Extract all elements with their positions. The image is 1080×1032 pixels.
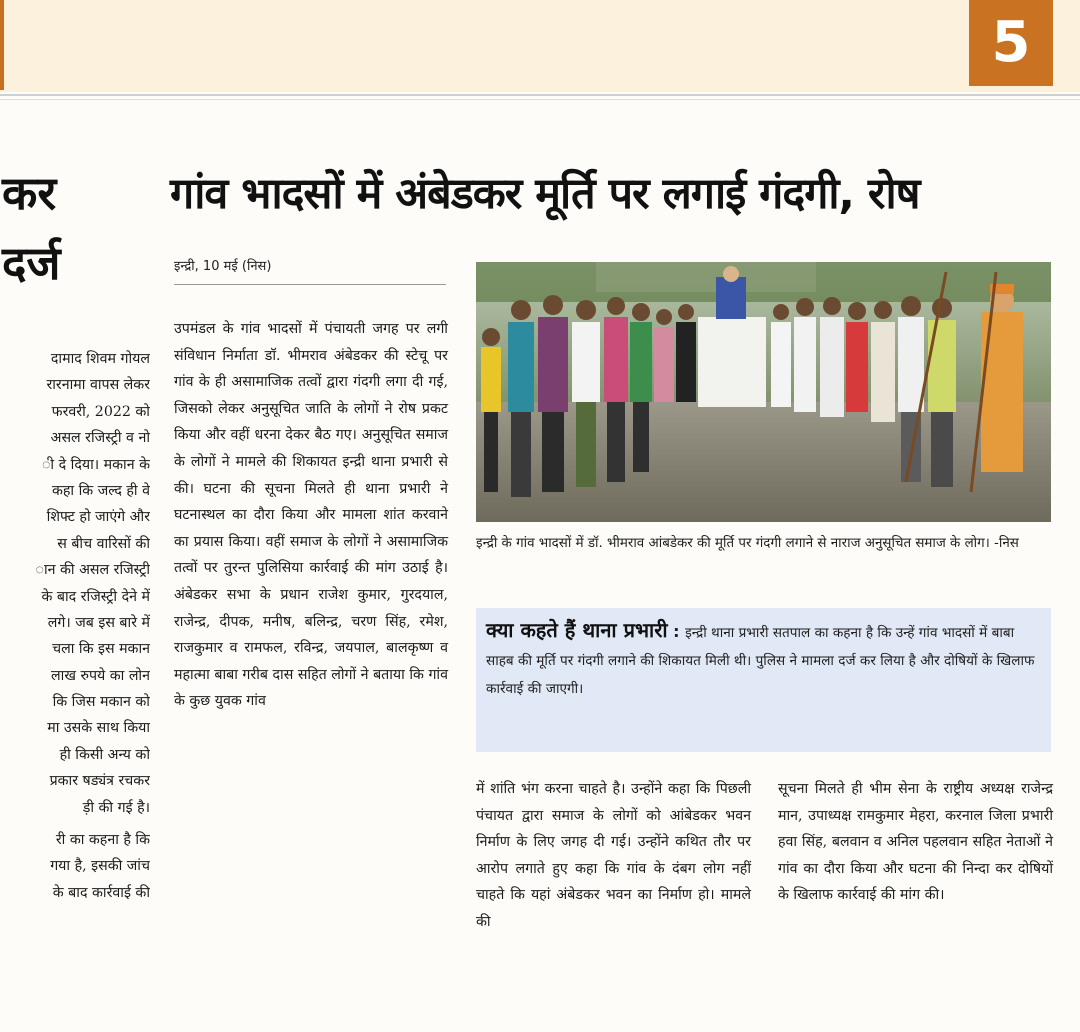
news-photo bbox=[476, 262, 1051, 522]
photo-caption: इन्द्री के गांव भादसों में डॉ. भीमराव आंबडेकर की मूर्ति पर गंदगी लगाने से नाराज अनुसूचित समाज के लोग। -निस bbox=[476, 536, 1019, 551]
article-dateline: इन्द्री, 10 मई (निस) bbox=[174, 259, 272, 274]
left-article-headline bbox=[0, 158, 150, 298]
left-column-line: चला कि इस मकान bbox=[52, 641, 150, 658]
police-statement-separator: : bbox=[667, 622, 686, 641]
left-column-line: के बाद कार्रवाई की bbox=[52, 884, 150, 901]
left-column-line: कहा कि जल्द ही वे bbox=[52, 482, 150, 499]
left-column-line: असल रजिस्ट्री व नो bbox=[50, 430, 150, 447]
article-column-3: सूचना मिलते ही भीम सेना के राष्ट्रीय अध्यक्ष राजेन्द्र मान, उपाध्यक्ष रामकुमार मेहरा, करनाल जिला प्रभारी हवा सिंह, बलवान व अनिल पहलवान सहित नेताओं ने गांव का दौरा किया और घटना की निन्दा कर दोषियों के खिलाफ कार्रवाई की मांग की। bbox=[778, 781, 1053, 904]
header-rule-secondary bbox=[0, 99, 1080, 100]
police-statement-body bbox=[486, 616, 1041, 703]
left-column-line: लगे। जब इस बारे में bbox=[47, 614, 150, 631]
left-headline-line-1: कर bbox=[2, 166, 57, 220]
crowd-photo-illustration bbox=[476, 262, 1051, 522]
left-column-line: प्रकार षड्यंत्र रचकर bbox=[49, 773, 150, 790]
left-column-line: फरवरी, 2022 को bbox=[51, 403, 150, 420]
left-column-line: रारनामा वापस लेकर bbox=[46, 377, 150, 394]
left-column-line: ान की असल रजिस्ट्री bbox=[35, 562, 150, 579]
left-column-line: गया है, इसकी जांच bbox=[50, 858, 150, 875]
left-article-column bbox=[0, 346, 150, 906]
header-rule bbox=[0, 94, 1080, 96]
article-column-2: में शांति भंग करना चाहते है। उन्होंने कहा कि पिछली पंचायत द्वारा समाज के लोगों को आंबेडकर भवन निर्माण के लिए जगह दी गई। उन्होंने कथित तौर पर आरोप लगाते हुए कहा कि गांव के दंबग लोग नहीं चाहते कि यहां अंबेडकर भवन का निर्माण हो। मामले की bbox=[476, 781, 751, 930]
header-accent-tick bbox=[0, 0, 4, 90]
dateline-rule bbox=[174, 284, 446, 285]
left-headline-line-2: दर्ज bbox=[2, 236, 61, 290]
police-statement-title: क्या कहते हैं थाना प्रभारी bbox=[486, 618, 668, 642]
left-column-line: ी दे दिया। मकान के bbox=[42, 456, 150, 473]
left-column-line: के बाद रजिस्ट्री देने में bbox=[41, 588, 150, 605]
article-headline: गांव भादसों में अंबेडकर मूर्ति पर लगाई गंदगी, रोष bbox=[170, 169, 920, 219]
page-number: 5 bbox=[969, 0, 1053, 86]
page-header-band bbox=[0, 0, 1080, 92]
left-column-line: शिफ्ट हो जाएंगे और bbox=[46, 509, 150, 526]
left-column-line: ड़ी की गई है। bbox=[82, 799, 150, 816]
police-statement-box bbox=[476, 608, 1051, 752]
article-column-1: उपमंडल के गांव भादसों में पंचायती जगह पर लगी संविधान निर्माता डॉ. भीमराव अंबेडकर की स्टेचू पर गांव के ही असामाजिक तत्वों द्वारा गंदगी लगा दी गई, जिसको लेकर अनुसूचित जाति के लोगों ने रोष प्रकट किया और वहीं धरना देकर बैठ गए। अनुसूचित समाज के लोगों ने मामले की शिकायत इन्द्री थाना प्रभारी से की। घटना की सूचना मिलते ही थाना प्रभारी ने घटनास्थल का दौरा किया और मामला शांत करवाने का प्रयास किया। वहीं समाज के लोगों ने असामाजिक तत्वों पर तुरन्त पुलिसिया कार्रवाई की मांग उठाई है। अंबेडकर सभा के प्रधान राजेश कुमार, गुरदयाल, राजेन्द्र, दीपक, मनीष, बलिन्द्र, चरण सिंह, रमेश, राजकुमार व रामफल, रविन्द्र, जयपाल, बालकृष्ण व महात्मा बाबा गरीब दास सहित लोगों ने बताया कि गांव के कुछ युवक गांव bbox=[174, 321, 448, 710]
left-column-line: लाख रुपये का लोन bbox=[51, 667, 150, 684]
left-column-line: री का कहना है कि bbox=[55, 832, 150, 849]
left-column-line: कि जिस मकान को bbox=[52, 694, 150, 711]
left-column-line: मा उसके साथ किया bbox=[47, 720, 150, 737]
police-statement-text: इन्द्री थाना प्रभारी सतपाल का कहना है कि उन्हें गांव भादसों में बाबा साहब की मूर्ति पर गंदगी लगाने की शिकायत मिली थी। पुलिस ने मामला दर्ज कर लिया है और दोषियों के खिलाफ कार्रवाई की जाएगी। bbox=[486, 625, 1035, 697]
left-column-line: स बीच वारिसों की bbox=[57, 535, 150, 552]
left-column-line: ही किसी अन्य को bbox=[59, 746, 150, 763]
left-column-line: दामाद शिवम गोयल bbox=[50, 351, 150, 367]
